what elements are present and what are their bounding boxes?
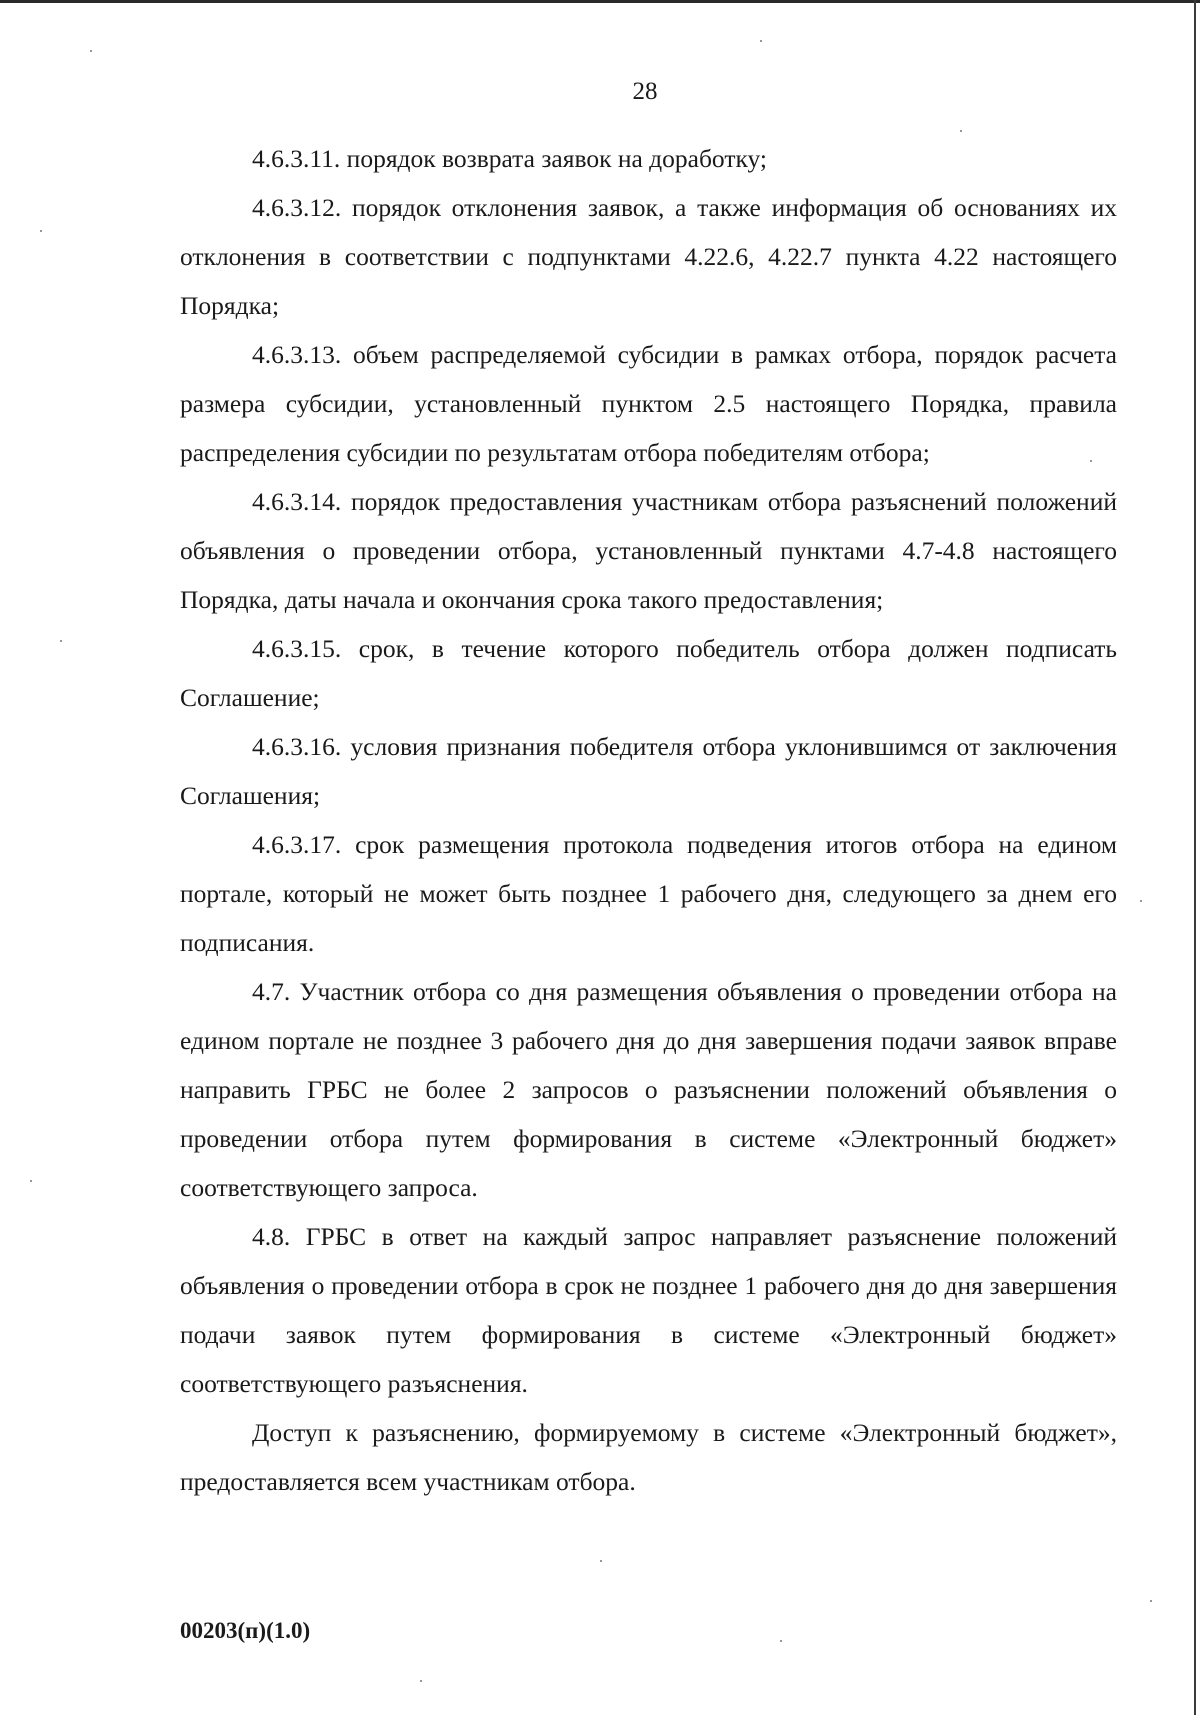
document-body: [180, 134, 1117, 1506]
scan-speck: [420, 1680, 422, 1682]
scan-speck: [1140, 900, 1142, 902]
paragraph-4-6-3-16: 4.6.3.16. условия признания победителя отбора уклонившимся от заключения Соглашения;: [180, 732, 1117, 810]
scan-edge-top: [0, 0, 1200, 3]
paragraph-4-6-3-13: 4.6.3.13. объем распределяемой субсидии в рамках отбора, порядок расчета размера субсидии, установленный пунктом 2.5 настоящего Порядка, правила распределения субсидии по результатам отбора победителям отбора;: [180, 340, 1117, 467]
scan-speck: [960, 130, 962, 132]
scan-speck: [1090, 460, 1092, 462]
page-number: 28: [632, 78, 658, 105]
paragraph-4-6-3-15: 4.6.3.15. срок, в течение которого победитель отбора должен подписать Соглашение;: [180, 634, 1117, 712]
paragraph-4-7: 4.7. Участник отбора со дня размещения объявления о проведении отбора на едином портале не позднее 3 рабочего дня до дня завершения подачи заявок вправе направить ГРБС не более 2 запросов о разъяснении положений объявления о проведении отбора путем формирования в системе «Электронный бюджет» соответствующего запроса.: [180, 977, 1117, 1202]
paragraph-4-6-3-11: 4.6.3.11. порядок возврата заявок на доработку;: [252, 144, 768, 173]
scan-speck: [1150, 1600, 1152, 1602]
scan-speck: [760, 40, 762, 42]
paragraph-4-6-3-12: 4.6.3.12. порядок отклонения заявок, а также информация об основаниях их отклонения в соответствии с подпунктами 4.22.6, 4.22.7 пункта 4.22 настоящего Порядка;: [180, 193, 1117, 320]
scan-speck: [40, 230, 42, 232]
scan-speck: [600, 1560, 602, 1562]
paragraph-4-8: 4.8. ГРБС в ответ на каждый запрос направляет разъяснение положений объявления о проведении отбора в срок не позднее 1 рабочего дня до дня завершения подачи заявок путем формирования в системе «Электронный бюджет» соответствующего разъяснения.: [180, 1222, 1117, 1398]
paragraph-access: Доступ к разъяснению, формируемому в системе «Электронный бюджет», предоставляется всем участникам отбора.: [180, 1418, 1117, 1496]
scan-speck: [780, 1640, 782, 1642]
paragraph-4-6-3-14: 4.6.3.14. порядок предоставления участникам отбора разъяснений положений объявления о проведении отбора, установленный пунктами 4.7-4.8 настоящего Порядка, даты начала и окончания срока такого предоставления;: [180, 487, 1117, 614]
scan-speck: [90, 50, 92, 52]
scan-speck: [60, 640, 62, 642]
document-code: 00203(п)(1.0): [180, 1618, 311, 1643]
scan-speck: [30, 1180, 32, 1182]
scan-edge-right: [1194, 0, 1196, 1715]
paragraph-4-6-3-17: 4.6.3.17. срок размещения протокола подведения итогов отбора на едином портале, который не может быть позднее 1 рабочего дня, следующего за днем его подписания.: [180, 830, 1117, 957]
